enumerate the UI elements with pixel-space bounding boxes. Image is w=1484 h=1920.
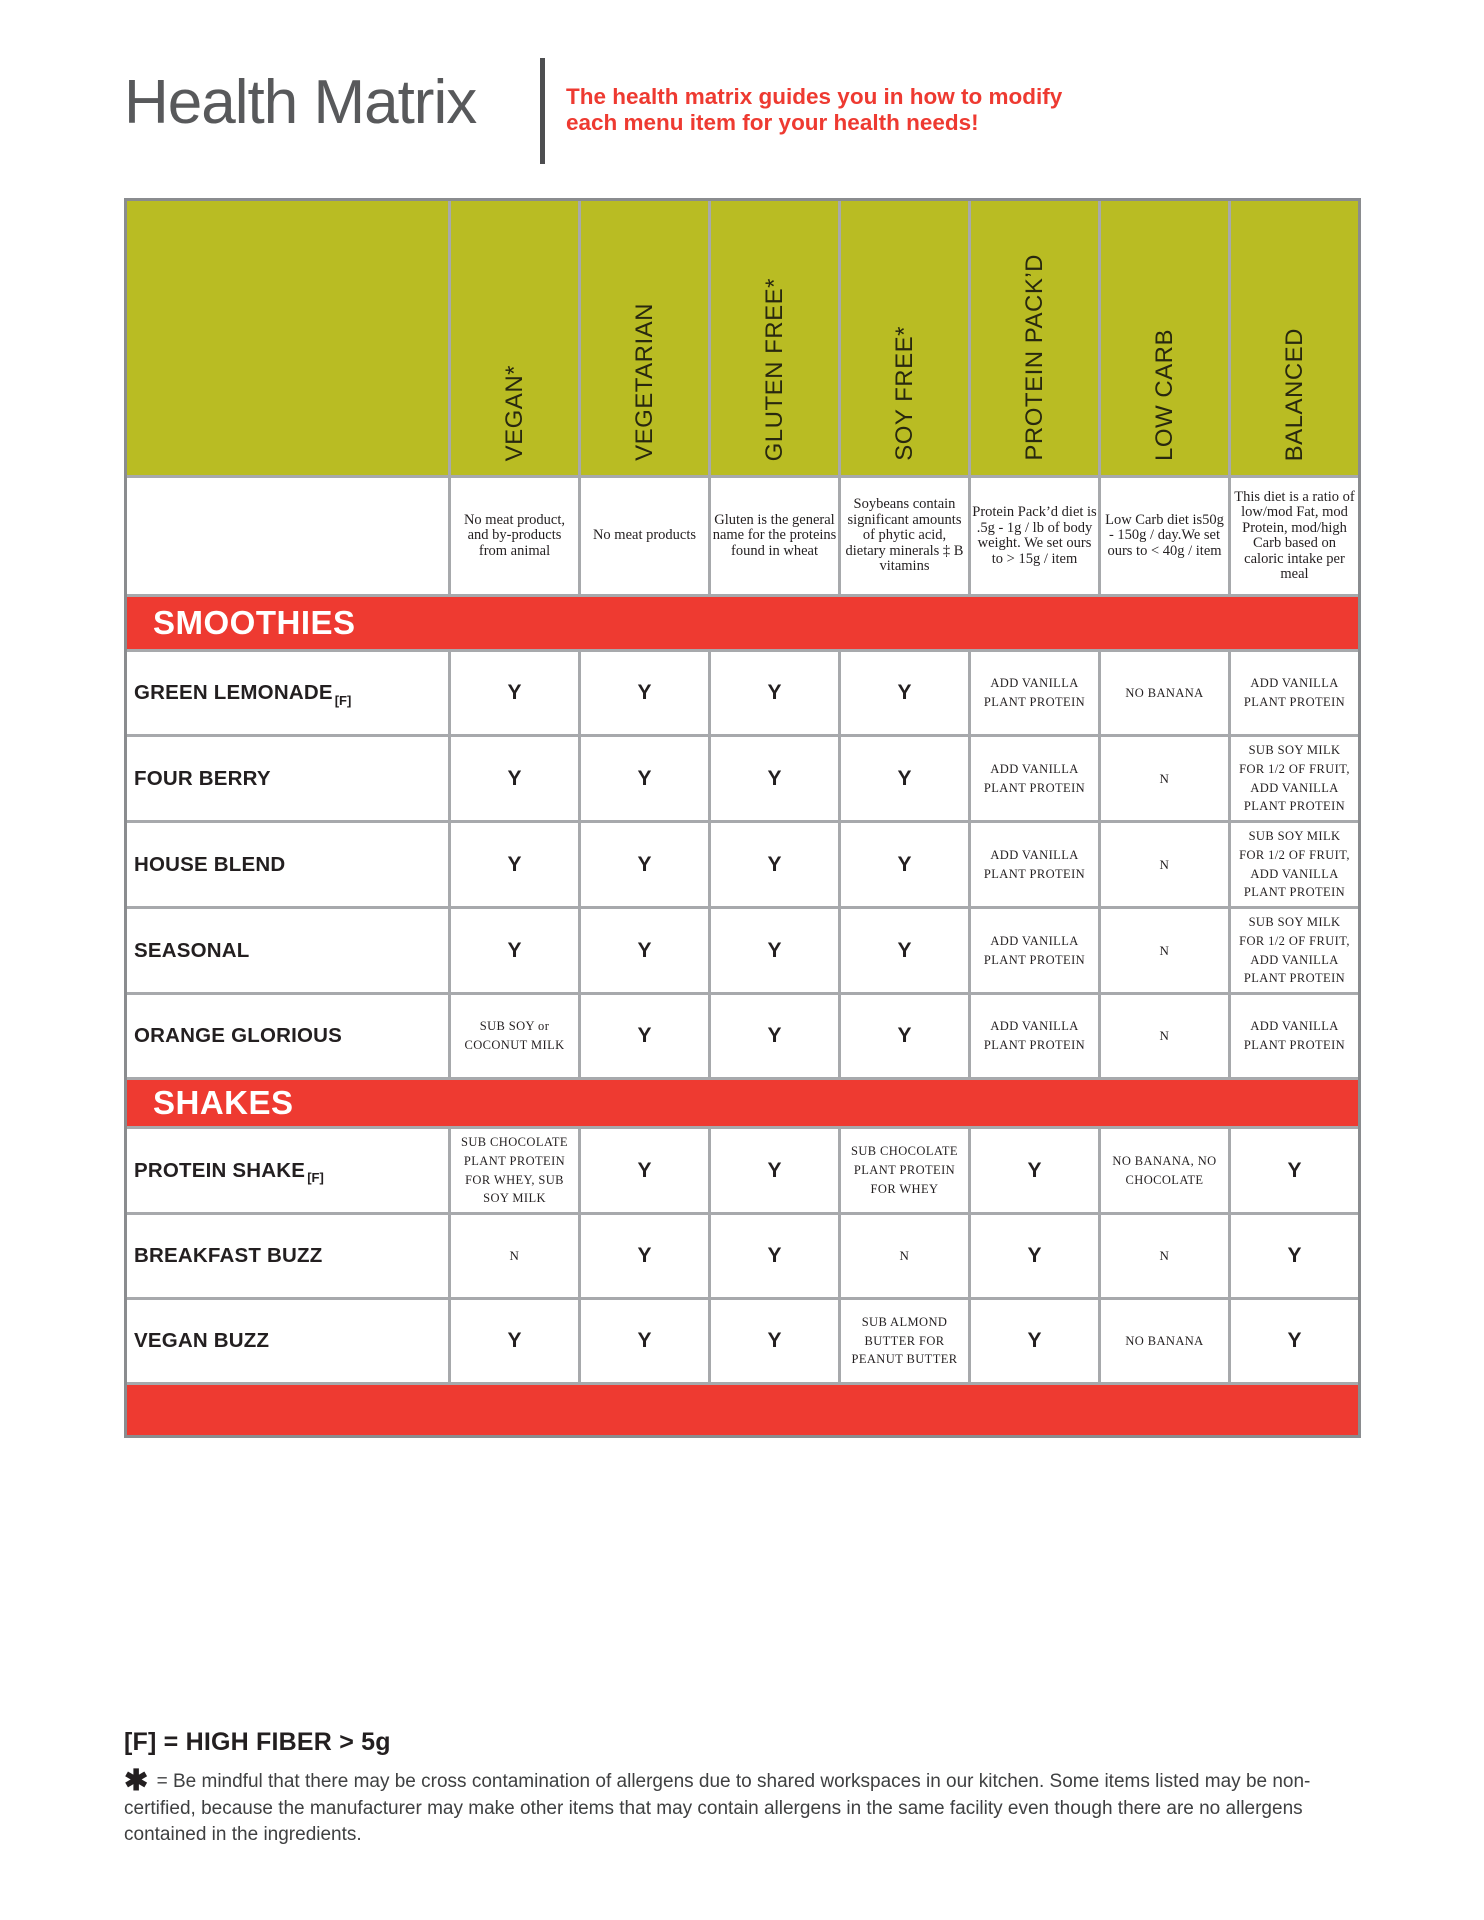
column-header-balanced xyxy=(1231,201,1358,475)
column-header-label: GLUTEN FREE* xyxy=(760,277,788,461)
menu-item-name: SEASONAL xyxy=(134,938,250,962)
matrix-cell-vegan-buzz-gluten-free: Y xyxy=(711,1300,838,1382)
column-header-label: LOW CARB xyxy=(1150,328,1178,461)
section-header-shakes xyxy=(127,1080,1358,1126)
matrix-cell-orange-glorious-gluten-free: Y xyxy=(711,995,838,1077)
matrix-cell-seasonal-low-carb: N xyxy=(1101,909,1228,992)
column-header-label: SOY FREE* xyxy=(890,326,918,461)
matrix-cell-protein-shake-gluten-free: Y xyxy=(711,1129,838,1212)
menu-item-name: GREEN LEMONADE xyxy=(134,681,333,704)
menu-item-name: BREAKFAST BUZZ xyxy=(134,1244,323,1267)
tagline-line-2: each menu item for your health needs! xyxy=(566,109,979,135)
matrix-cell-protein-shake-vegan: SUB CHOCOLATE PLANT PROTEIN FOR WHEY, SUB SOY MILK xyxy=(451,1129,578,1212)
matrix-cell-vegan-buzz-vegetarian: Y xyxy=(581,1300,708,1382)
matrix-corner-cell xyxy=(127,201,448,475)
matrix-cell-protein-shake-balanced: Y xyxy=(1231,1129,1358,1212)
matrix-cell-four-berry-vegetarian: Y xyxy=(581,737,708,820)
matrix-cell-four-berry-low-carb: N xyxy=(1101,737,1228,820)
matrix-cell-breakfast-buzz-vegan: N xyxy=(451,1215,578,1297)
menu-item-name: ORANGE GLORIOUS xyxy=(134,1024,343,1047)
matrix-cell-house-blend-protein-pack-d: ADD VANILLA PLANT PROTEIN xyxy=(971,823,1098,906)
matrix-cell-orange-glorious-balanced: ADD VANILLA PLANT PROTEIN xyxy=(1231,995,1358,1077)
matrix-cell-seasonal-soy-free: Y xyxy=(841,909,968,992)
matrix-cell-vegan-buzz-protein-pack-d: Y xyxy=(971,1300,1098,1382)
section-header-smoothies xyxy=(127,597,1358,649)
matrix-cell-house-blend-low-carb: N xyxy=(1101,823,1228,906)
matrix-cell-house-blend-soy-free: Y xyxy=(841,823,968,906)
menu-item-name: FOUR BERRY xyxy=(134,766,271,790)
row-label-orange-glorious xyxy=(127,995,448,1077)
column-description-protein-pack-d: Protein Pack’d diet is .5g - 1g / lb of body weight. We set ours to > 15g / item xyxy=(971,478,1098,594)
description-empty-cell xyxy=(127,478,448,594)
matrix-cell-vegan-buzz-low-carb: NO BANANA xyxy=(1101,1300,1228,1382)
column-header-low-carb xyxy=(1101,201,1228,475)
matrix-cell-orange-glorious-protein-pack-d: ADD VANILLA PLANT PROTEIN xyxy=(971,995,1098,1077)
matrix-cell-green-lemonade-low-carb: NO BANANA xyxy=(1101,652,1228,734)
section-title: SMOOTHIES xyxy=(153,604,356,641)
matrix-cell-green-lemonade-balanced: ADD VANILLA PLANT PROTEIN xyxy=(1231,652,1358,734)
matrix-cell-breakfast-buzz-vegetarian: Y xyxy=(581,1215,708,1297)
matrix-cell-seasonal-vegetarian: Y xyxy=(581,909,708,992)
high-fiber-tag: [F] xyxy=(334,692,352,708)
column-description-balanced: This diet is a ratio of low/mod Fat, mod Protein, mod/high Carb based on caloric intake per meal xyxy=(1231,478,1358,594)
menu-item-name: HOUSE BLEND xyxy=(134,852,286,876)
matrix-cell-protein-shake-low-carb: NO BANANA, NO CHOCOLATE xyxy=(1101,1129,1228,1212)
column-header-label: BALANCED xyxy=(1280,327,1308,461)
row-label-protein-shake xyxy=(127,1129,448,1212)
column-header-vegan xyxy=(451,201,578,475)
asterisk-icon: ✱ xyxy=(124,1765,149,1797)
column-description-vegan: No meat product, and by-products from animal xyxy=(451,478,578,594)
column-description-soy-free: Soybeans contain significant amounts of phytic acid, dietary minerals ‡ B vitamins xyxy=(841,478,968,594)
row-label-vegan-buzz xyxy=(127,1300,448,1382)
matrix-cell-green-lemonade-vegetarian: Y xyxy=(581,652,708,734)
bottom-red-bar xyxy=(127,1385,1358,1435)
high-fiber-tag: [F] xyxy=(307,1170,324,1185)
column-description-low-carb: Low Carb diet is50g - 150g / day.We set ours to < 40g / item xyxy=(1101,478,1228,594)
matrix-cell-four-berry-soy-free: Y xyxy=(841,737,968,820)
matrix-cell-house-blend-vegan: Y xyxy=(451,823,578,906)
allergen-note xyxy=(124,1767,1340,1848)
row-label-seasonal xyxy=(127,909,448,992)
column-header-vegetarian xyxy=(581,201,708,475)
matrix-cell-protein-shake-protein-pack-d: Y xyxy=(971,1129,1098,1212)
row-label-green-lemonade xyxy=(127,652,448,734)
matrix-cell-orange-glorious-vegan: SUB SOY or COCONUT MILK xyxy=(451,995,578,1077)
section-title: SHAKES xyxy=(153,1084,294,1121)
matrix-cell-orange-glorious-soy-free: Y xyxy=(841,995,968,1077)
matrix-cell-vegan-buzz-balanced: Y xyxy=(1231,1300,1358,1382)
matrix-cell-four-berry-vegan: Y xyxy=(451,737,578,820)
high-fiber-note: [F] = HIGH FIBER > 5g xyxy=(124,1728,391,1756)
matrix-cell-four-berry-gluten-free: Y xyxy=(711,737,838,820)
matrix-cell-orange-glorious-vegetarian: Y xyxy=(581,995,708,1077)
matrix-cell-seasonal-balanced: SUB SOY MILK FOR 1/2 OF FRUIT, ADD VANILLA PLANT PROTEIN xyxy=(1231,909,1358,992)
matrix-cell-protein-shake-vegetarian: Y xyxy=(581,1129,708,1212)
column-header-soy-free xyxy=(841,201,968,475)
menu-item-name: VEGAN BUZZ xyxy=(134,1329,270,1352)
column-description-gluten-free: Gluten is the general name for the proteins found in wheat xyxy=(711,478,838,594)
matrix-cell-breakfast-buzz-low-carb: N xyxy=(1101,1215,1228,1297)
matrix-cell-seasonal-vegan: Y xyxy=(451,909,578,992)
matrix-cell-house-blend-balanced: SUB SOY MILK FOR 1/2 OF FRUIT, ADD VANILLA PLANT PROTEIN xyxy=(1231,823,1358,906)
header-divider xyxy=(540,58,545,164)
tagline-line-1: The health matrix guides you in how to modify xyxy=(566,84,1063,109)
row-label-four-berry xyxy=(127,737,448,820)
matrix-cell-breakfast-buzz-gluten-free: Y xyxy=(711,1215,838,1297)
matrix-cell-vegan-buzz-vegan: Y xyxy=(451,1300,578,1382)
matrix-cell-vegan-buzz-soy-free: SUB ALMOND BUTTER FOR PEANUT BUTTER xyxy=(841,1300,968,1382)
column-header-protein-pack-d xyxy=(971,201,1098,475)
matrix-cell-four-berry-balanced: SUB SOY MILK FOR 1/2 OF FRUIT, ADD VANILLA PLANT PROTEIN xyxy=(1231,737,1358,820)
matrix-cell-green-lemonade-vegan: Y xyxy=(451,652,578,734)
column-header-label: VEGETARIAN xyxy=(630,303,658,461)
matrix-cell-breakfast-buzz-soy-free: N xyxy=(841,1215,968,1297)
column-header-gluten-free xyxy=(711,201,838,475)
row-label-breakfast-buzz xyxy=(127,1215,448,1297)
page-title: Health Matrix xyxy=(124,68,477,137)
header-tagline xyxy=(566,84,1062,136)
matrix-cell-green-lemonade-gluten-free: Y xyxy=(711,652,838,734)
matrix-cell-protein-shake-soy-free: SUB CHOCOLATE PLANT PROTEIN FOR WHEY xyxy=(841,1129,968,1212)
matrix-cell-orange-glorious-low-carb: N xyxy=(1101,995,1228,1077)
matrix-cell-breakfast-buzz-protein-pack-d: Y xyxy=(971,1215,1098,1297)
matrix-cell-seasonal-protein-pack-d: ADD VANILLA PLANT PROTEIN xyxy=(971,909,1098,992)
matrix-cell-green-lemonade-protein-pack-d: ADD VANILLA PLANT PROTEIN xyxy=(971,652,1098,734)
matrix-cell-seasonal-gluten-free: Y xyxy=(711,909,838,992)
page-footer xyxy=(124,1728,1340,1848)
row-label-house-blend xyxy=(127,823,448,906)
column-description-vegetarian: No meat products xyxy=(581,478,708,594)
column-header-label: PROTEIN PACK’D xyxy=(1020,254,1048,461)
matrix-cell-house-blend-gluten-free: Y xyxy=(711,823,838,906)
column-header-label: VEGAN* xyxy=(500,364,528,461)
matrix-cell-breakfast-buzz-balanced: Y xyxy=(1231,1215,1358,1297)
matrix-cell-green-lemonade-soy-free: Y xyxy=(841,652,968,734)
health-matrix-table xyxy=(124,198,1361,1438)
menu-item-name: PROTEIN SHAKE xyxy=(134,1158,306,1182)
matrix-cell-house-blend-vegetarian: Y xyxy=(581,823,708,906)
matrix-cell-four-berry-protein-pack-d: ADD VANILLA PLANT PROTEIN xyxy=(971,737,1098,820)
allergen-note-text: = Be mindful that there may be cross contamination of allergens due to shared workspaces in our kitchen. Some items listed may be non-certified, because the manufacturer may make other items that may contain allergens in the same facility even though there are no allergens contained in the ingredients. xyxy=(124,1771,1311,1846)
